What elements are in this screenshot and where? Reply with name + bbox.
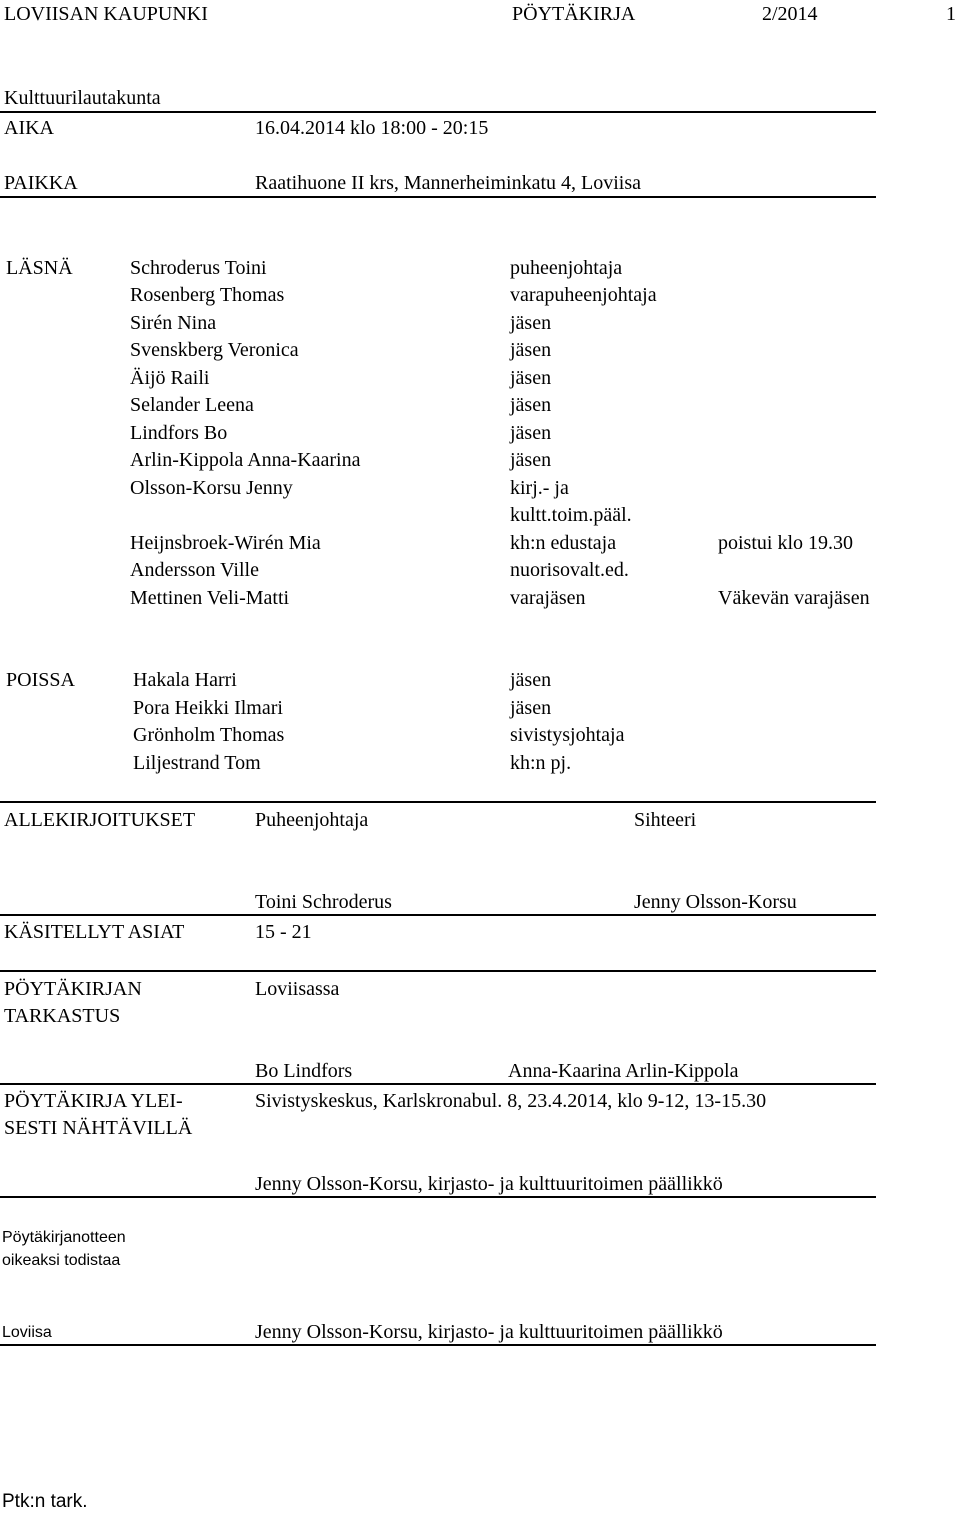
- present-member-role: varajäsen: [510, 587, 586, 609]
- items-label: KÄSITELLYT ASIAT: [4, 921, 185, 943]
- present-member-name: Selander Leena: [130, 394, 254, 416]
- absent-member-name: Hakala Harri: [133, 669, 237, 691]
- divider: [0, 1344, 876, 1346]
- certify-label: oikeaksi todistaa: [2, 1252, 121, 1269]
- present-member-name: Andersson Ville: [130, 559, 259, 581]
- time-value: 16.04.2014 klo 18:00 - 20:15: [255, 117, 489, 139]
- review-label: TARKASTUS: [4, 1005, 121, 1027]
- present-member-role: nuorisovalt.ed.: [510, 559, 629, 581]
- present-member-name: Rosenberg Thomas: [130, 284, 285, 306]
- present-label: LÄSNÄ: [6, 257, 73, 279]
- header-city: LOVIISAN KAUPUNKI: [4, 3, 208, 25]
- present-member-note: poistui klo 19.30: [718, 532, 854, 554]
- header-number: 2/2014: [762, 3, 818, 25]
- absent-member-name: Grönholm Thomas: [133, 724, 285, 746]
- header-page: 1: [946, 3, 956, 25]
- absent-member-name: Liljestrand Tom: [133, 752, 261, 774]
- reviewer-1: Bo Lindfors: [255, 1060, 353, 1082]
- present-member-role: jäsen: [510, 339, 552, 361]
- present-member-name: Schroderus Toini: [130, 257, 267, 279]
- reviewer-2: Anna-Kaarina Arlin-Kippola: [508, 1060, 739, 1082]
- secretary-name: Jenny Olsson-Korsu: [634, 891, 797, 913]
- certify-place: Loviisa: [2, 1324, 52, 1341]
- secretary-title: Sihteeri: [634, 809, 697, 831]
- divider: [0, 1083, 876, 1085]
- review-place: Loviisassa: [255, 978, 340, 1000]
- absent-member-role: jäsen: [510, 697, 552, 719]
- certify-label: Pöytäkirjanotteen: [2, 1229, 126, 1246]
- public-signer: Jenny Olsson-Korsu, kirjasto- ja kulttuuritoimen päällikkö: [255, 1173, 723, 1195]
- absent-member-role: kh:n pj.: [510, 752, 572, 774]
- present-member-name: Lindfors Bo: [130, 422, 228, 444]
- present-member-name: Sirén Nina: [130, 312, 217, 334]
- public-label: PÖYTÄKIRJA YLEI-: [4, 1090, 183, 1112]
- present-member-role: kh:n edustaja: [510, 532, 617, 554]
- divider: [0, 1196, 876, 1198]
- divider: [0, 111, 876, 113]
- present-member-role: puheenjohtaja: [510, 257, 623, 279]
- present-member-role: jäsen: [510, 394, 552, 416]
- review-label: PÖYTÄKIRJAN: [4, 978, 142, 1000]
- time-label: AIKA: [4, 117, 54, 139]
- certify-signer: Jenny Olsson-Korsu, kirjasto- ja kulttuuritoimen päällikkö: [255, 1321, 723, 1343]
- committee-name: Kulttuurilautakunta: [4, 87, 161, 109]
- signatures-label: ALLEKIRJOITUKSET: [4, 809, 196, 831]
- present-member-role: jäsen: [510, 422, 552, 444]
- present-member-name: Mettinen Veli-Matti: [130, 587, 290, 609]
- chair-name: Toini Schroderus: [255, 891, 392, 913]
- divider: [0, 801, 876, 803]
- place-label: PAIKKA: [4, 172, 78, 194]
- absent-member-role: jäsen: [510, 669, 552, 691]
- present-member-role: varapuheenjohtaja: [510, 284, 657, 306]
- chair-title: Puheenjohtaja: [255, 809, 369, 831]
- items-value: 15 - 21: [255, 921, 312, 943]
- absent-label: POISSA: [6, 669, 75, 691]
- present-member-role: kultt.toim.pääl.: [510, 504, 632, 526]
- absent-member-role: sivistysjohtaja: [510, 724, 625, 746]
- present-member-note: Väkevän varajäsen: [718, 587, 870, 609]
- present-member-name: Äijö Raili: [130, 367, 210, 389]
- place-value: Raatihuone II krs, Mannerheiminkatu 4, Loviisa: [255, 172, 642, 194]
- present-member-name: Heijnsbroek-Wirén Mia: [130, 532, 321, 554]
- present-member-name: Arlin-Kippola Anna-Kaarina: [130, 449, 361, 471]
- divider: [0, 914, 876, 916]
- present-member-role: jäsen: [510, 312, 552, 334]
- public-label: SESTI NÄHTÄVILLÄ: [4, 1117, 193, 1139]
- present-member-name: Olsson-Korsu Jenny: [130, 477, 293, 499]
- present-member-role: jäsen: [510, 449, 552, 471]
- present-member-name: Svenskberg Veronica: [130, 339, 299, 361]
- header-doc-type: PÖYTÄKIRJA: [512, 3, 636, 25]
- divider: [0, 970, 876, 972]
- absent-member-name: Pora Heikki Ilmari: [133, 697, 283, 719]
- present-member-role: jäsen: [510, 367, 552, 389]
- divider: [0, 196, 876, 198]
- public-value: Sivistyskeskus, Karlskronabul. 8, 23.4.2014, klo 9-12, 13-15.30: [255, 1090, 767, 1112]
- present-member-role: kirj.- ja: [510, 477, 569, 499]
- footer-note: Ptk:n tark.: [2, 1491, 88, 1512]
